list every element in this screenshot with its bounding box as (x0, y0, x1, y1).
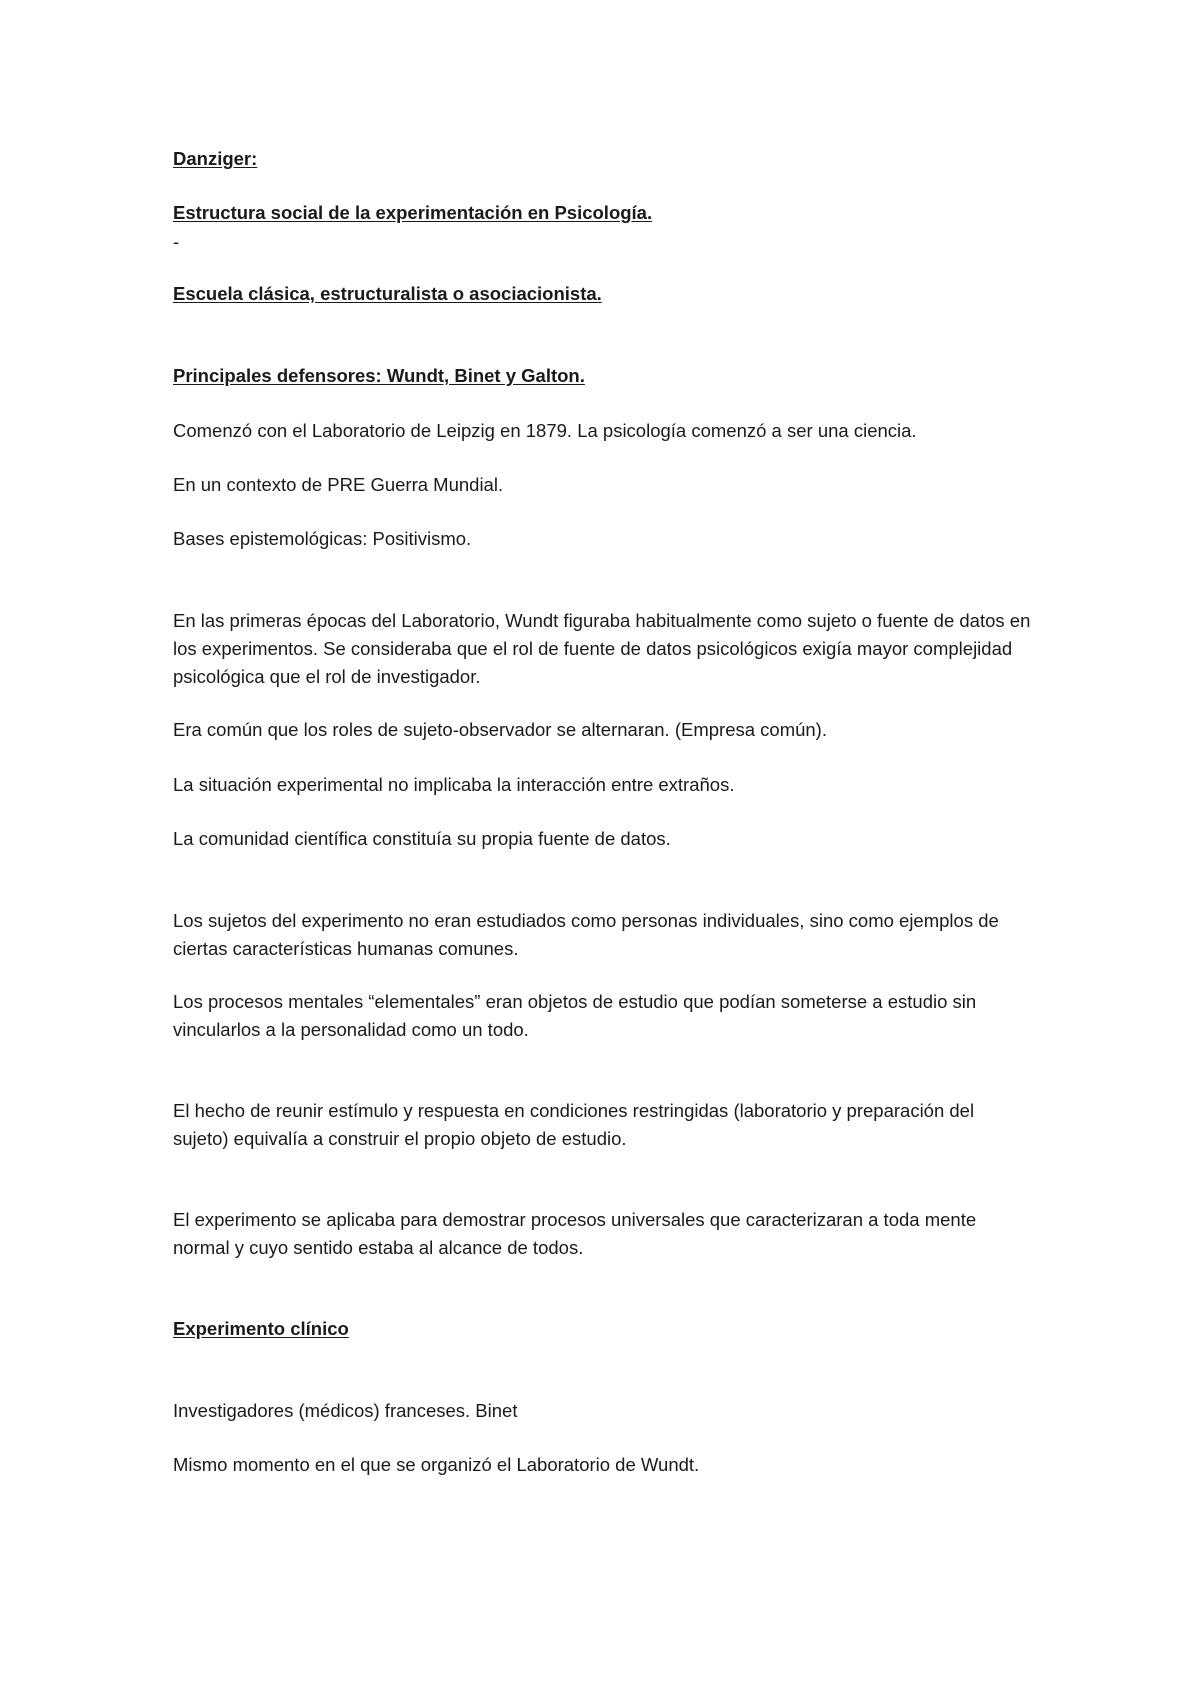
paragraph-bases: Bases epistemológicas: Positivismo. (173, 528, 472, 549)
paragraph-investigators: Investigadores (médicos) franceses. Binet (173, 1400, 518, 1421)
paragraph-moment: Mismo momento en el que se organizó el Laboratorio de Wundt. (173, 1454, 700, 1475)
heading-school: Escuela clásica, estructuralista o asociacionista. (173, 283, 602, 304)
dash-marker: - (173, 231, 180, 252)
paragraph-early-lab: En las primeras épocas del Laboratorio, Wundt figuraba habitualmente como sujeto o fuente de datos en los experimentos. Se consideraba que el rol de fuente de datos psicológicos exigía mayor complejidad psicológica que el rol de investigador. (173, 610, 1031, 687)
paragraph-situation: La situación experimental no implicaba la interacción entre extraños. (173, 774, 735, 795)
heading-clinical: Experimento clínico (173, 1318, 349, 1339)
paragraph-universal: El experimento se aplicaba para demostrar procesos universales que caracterizaran a toda mente normal y cuyo sentido estaba al alcance de todos. (173, 1209, 977, 1258)
heading-author: Danziger: (173, 148, 258, 169)
paragraph-subjects: Los sujetos del experimento no eran estudiados como personas individuales, sino como ejemplos de ciertas características humanas comunes. (173, 910, 999, 959)
heading-defenders: Principales defensores: Wundt, Binet y Galton. (173, 365, 585, 386)
paragraph-roles: Era común que los roles de sujeto-observador se alternaran. (Empresa común). (173, 719, 827, 740)
heading-title: Estructura social de la experimentación en Psicología. (173, 202, 653, 223)
paragraph-stimulus: El hecho de reunir estímulo y respuesta en condiciones restringidas (laboratorio y preparación del sujeto) equivalía a construir el propio objeto de estudio. (173, 1100, 975, 1149)
paragraph-leipzig: Comenzó con el Laboratorio de Leipzig en 1879. La psicología comenzó a ser una ciencia. (173, 420, 917, 441)
paragraph-processes: Los procesos mentales “elementales” eran objetos de estudio que podían someterse a estudio sin vincularlos a la personalidad como un todo. (173, 991, 977, 1040)
paragraph-community: La comunidad científica constituía su propia fuente de datos. (173, 828, 671, 849)
paragraph-context: En un contexto de PRE Guerra Mundial. (173, 474, 504, 495)
